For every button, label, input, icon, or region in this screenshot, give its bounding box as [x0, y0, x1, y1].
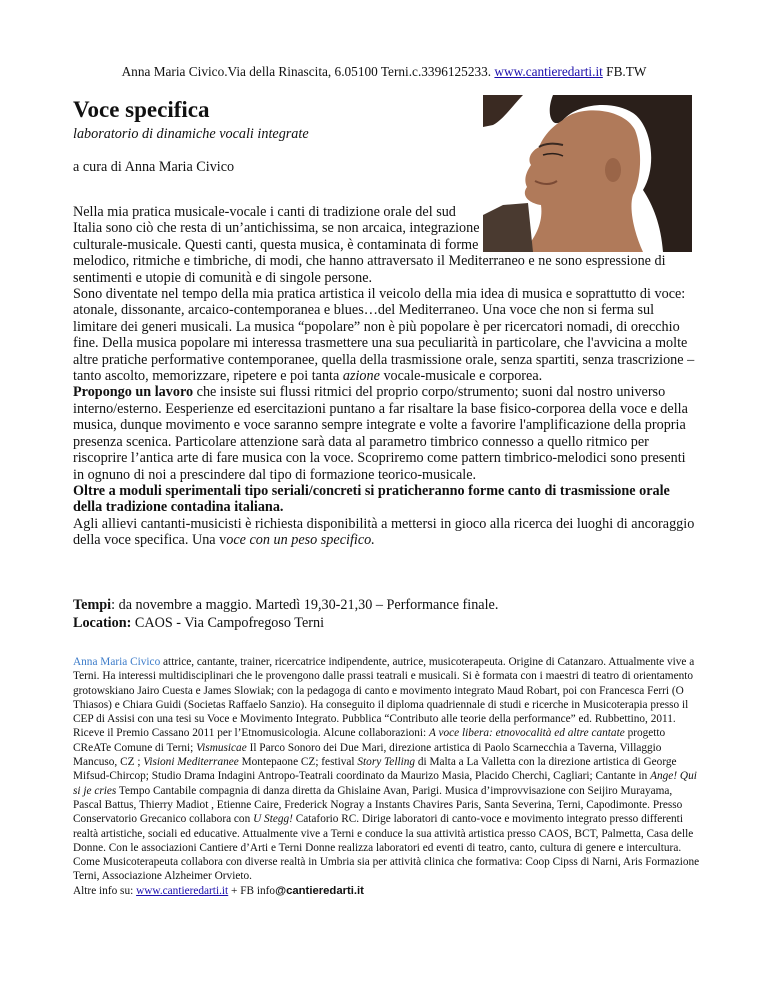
schedule-location: [73, 615, 498, 633]
body-paragraph-2-end: vocale-musicale e corporea.: [383, 368, 543, 385]
bio-text: Il Parco Sonoro dei Due Mari, direzione artistica di Paolo Scarnecchia a Taverna, Villaggio Mancuso, CZ ;: [73, 741, 662, 769]
bio-italic: Vismusicae: [196, 741, 247, 754]
schedule-location-value: CAOS - Via Campofregoso Terni: [134, 614, 325, 631]
body-paragraph-4: Oltre a moduli sperimentali tipo seriali/concreti si praticheranno forme canto di trasmissione orale della tradizione contadina italiana.: [73, 482, 670, 516]
body-text: [73, 204, 698, 549]
bio-text: di Malta a La Valletta con la direzione artistica di George Mifsud-Chircop; Studio Drama Indagini Antropo-Teatrali coordinato da Maurizo Masia, Placido Cherchi, Cagliari; Cantante in: [73, 756, 677, 783]
more-info-email-domain: @cantieredarti.it: [275, 884, 364, 897]
body-paragraph-5-italic: oce con un peso specifico.: [226, 532, 375, 549]
more-info-mid: + FB info: [231, 884, 276, 897]
bio-italic: U Stegg!: [253, 813, 293, 826]
page-title: Voce specifica: [73, 97, 210, 122]
bio-text: Tempo Cantabile compagnia di danza diretta da Ghislaine Avan, Parigi. Musica d’improvvisazione con Seijiro Murayama, Pascal Battus, Thierry Madiot , Etienne Caire, Frederick Nogray a Instants Chavires Paris, Santa Severina, Terni, Capodimonte. Presso Conservatorio Grecanico collabora con: [73, 784, 683, 826]
biography: [73, 655, 703, 898]
schedule-times-value: : da novembre a maggio. Martedì 19,30-21,30 – Performance finale.: [111, 597, 499, 613]
body-paragraph-3: che insiste sui flussi ritmici del proprio corpo/strumento; suoni dal nostro universo interno/esterno. Eesperienze ed esercitazioni puntano a far risaltare la base fisico-corporea della voce e della musica, dunque movimento e voce saranno sempre integrate e volte a favorire l'amplificazione della propria presenza scenica. Particolare attenzione sarà data al parametro timbrico connesso a quello ritmico per riscoprire l’antica arte di fare musica con la voce. Scopriremo come pattern timbrico-melodici sono presenti in ognuno di noi a prescindere dal tipo di formazione teorico-musicale.: [73, 384, 688, 483]
bio-text: attrice, cantante, trainer, ricercatrice indipendente, autrice, musicoterapeuta. Origine di Catanzaro. Attualmente vive a Terni. Ha interessi multidisciplinari che le provengono dalle prassi teatrali e musicali. Si è formata con i maestri di teatro di orientamento grotowskiano Jairo Cuesta e James Slowiak; con la pedagoga di canto e movimento integrato Maud Robart, poi con Francesca Ferri (O Thiasos) e Chiara Guidi (Societas Raffaelo Sanzio). Ha conseguito il diploma quadriennale di studi e ricerche in Musicoterapia presso il CEP di Assisi con una tesi su Voce e Movimento Integrato. Pubblica “Contributo alle teorie della performance” ed. Rubbettino, 2011. Riceve il Premio Cassano 2011 per l’Etnomusicologia. Alcune collaborazioni:: [73, 656, 695, 740]
schedule-block: [73, 597, 498, 632]
body-paragraph-5: Agli allievi cantanti-musicisti è richiesta disponibilità a mettersi in gioco alla ricerca dei luoghi di ancoraggio della voce specifica. Una v: [73, 515, 695, 549]
schedule-times-label: Tempi: [73, 597, 112, 613]
more-info-website-link[interactable]: www.cantieredarti.it: [136, 884, 229, 897]
bio-text: Montepaone CZ; festival: [241, 756, 355, 769]
curator-line: a cura di Anna Maria Civico: [73, 159, 235, 175]
header-website-link[interactable]: www.cantieredarti.it: [494, 64, 603, 79]
body-paragraph-2-italic: azione: [342, 368, 380, 385]
bio-text: progetto CReATe Comune di Terni;: [73, 727, 666, 754]
body-paragraph-1: Nella mia pratica musicale-vocale i canti di tradizione orale del sud Italia sono ciò che resta di un’antichissima, se non arcaica, integrazione culturale-musicale. Questi canti, questa musica, è contaminata di forme melodico, ritmiche e timbriche, di modi, che hanno attraversato il Mediterraneo e ne sono espressione di sentimenti e utopie di comunità e di singole persone.: [73, 204, 666, 286]
more-info-prefix: Altre info su:: [73, 884, 134, 897]
schedule-times: [73, 597, 498, 615]
header-contact-line: [0, 64, 768, 80]
bio-italic: A voce libera: etnovocalità ed altre cantate: [428, 727, 625, 740]
bio-italic: Ange! Qui si je cries: [73, 770, 697, 797]
schedule-location-label: Location:: [73, 614, 132, 631]
header-social: FB.TW: [606, 64, 647, 79]
header-contact-text: Anna Maria Civico.Via della Rinascita, 6.05100 Terni.c.3396125233.: [121, 64, 492, 79]
bio-italic: Visioni Mediterranee: [143, 756, 239, 769]
bio-italic: Story Telling: [357, 756, 416, 769]
body-paragraph-3-lead: Propongo un lavoro: [73, 384, 194, 401]
page-subtitle: laboratorio di dinamiche vocali integrate: [73, 126, 309, 142]
body-paragraph-2: Sono diventate nel tempo della mia pratica artistica il veicolo della mia idea di musica e soprattutto di voce: atonale, dissonante, arcaico-contemporanea e blues…del Mediterraneo. Una voce che non si ferma sul limitare dei generi musicali. La musica “popolare” non è più popolare è per ricercatori nomadi, di orecchio fine. Della musica popolare mi interessa trasmettere una sua peculiarità in particolare, che l'avvicina a molte altre pratiche performative contemporanee, quella della trasmissione orale, senza spartiti, senza trascrizione – tanto ascolto, memorizzare, ripetere e poi tanta: [73, 286, 695, 385]
bio-name: Anna Maria Civico: [73, 656, 161, 668]
bio-text: Cataforio RC. Dirige laboratori di canto-voce e movimento integrato presso differenti realtà artistiche, sociali ed educative. Attualmente vive a Terni e conduce la sua attività artistica presso CAOS, BCT, Palmetta, Casa delle Donne. Con le associazioni Cantiere d’Arti e Terni Donne realizza laboratori ed eventi di teatro, canto, cultura di genere e intercultura. Come Musicoterapeuta collabora con diverse realtà in Umbria sia per attività clinica che formativa: Coop Cipss di Narni, Aris Formazione Terni, Associazione Alzheimer Orvieto.: [73, 813, 700, 883]
